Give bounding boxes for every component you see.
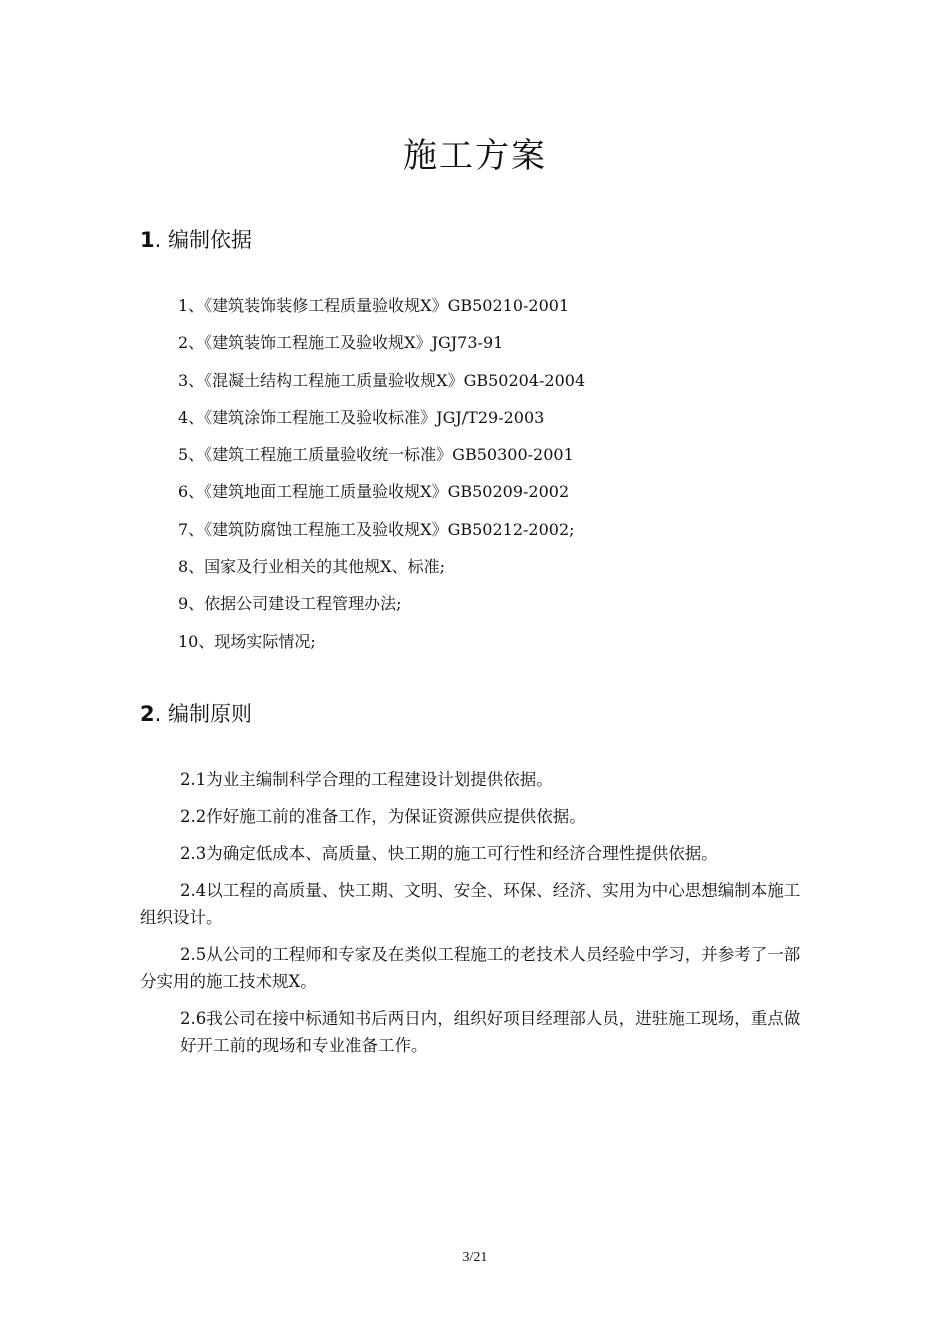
list-item: 1、《建筑装饰装修工程质量验收规X》GB50210-2001: [178, 296, 570, 315]
paragraph: 2.2作好施工前的准备工作，为保证资源供应提供依据。: [180, 807, 586, 826]
list-item: 2、《建筑装饰工程施工及验收规X》JGJ73-91: [178, 333, 504, 353]
paragraph: 2.1为业主编制科学合理的工程建设计划提供依据。: [180, 770, 553, 789]
page-number: 3/21: [462, 1250, 488, 1265]
section-number: 1: [140, 228, 155, 252]
paragraph: 2.6我公司在接中标通知书后两日内，组织好项目经理部人员，进驻施工现场，重点做好开工前的现场和专业准备工作。: [180, 1009, 801, 1055]
principles-body: [140, 766, 810, 1069]
reference-list: [178, 292, 585, 665]
list-item: 7、《建筑防腐蚀工程施工及验收规X》GB50212-2002;: [178, 519, 575, 539]
section-heading-basis: 1. 编制依据: [140, 228, 252, 252]
section-number: 2: [140, 702, 155, 726]
section-heading-principles: 2. 编制原则: [140, 702, 252, 726]
paragraph: 2.5从公司的工程师和专家及在类似工程施工的老技术人员经验中学习，并参考了一部分实用的施工技术规X。: [140, 945, 801, 991]
document-title: 施工方案: [403, 136, 547, 176]
list-item: 9、依据公司建设工程管理办法;: [178, 594, 402, 614]
list-item: 3、《混凝土结构工程施工质量验收规X》GB50204-2004: [178, 370, 586, 390]
list-item: 4、《建筑涂饰工程施工及验收标准》JGJ/T29-2003: [178, 407, 545, 427]
paragraph: 2.4以工程的高质量、快工期、文明、安全、环保、经济、实用为中心思想编制本施工组织设计。: [140, 881, 801, 927]
section-label: 编制依据: [167, 228, 252, 252]
paragraph: 2.3为确定低成本、高质量、快工期的施工可行性和经济合理性提供依据。: [180, 844, 718, 863]
list-item: 10、现场实际情况;: [178, 631, 316, 651]
list-item: 6、《建筑地面工程施工质量验收规X》GB50209-2002: [178, 482, 570, 502]
list-item: 5、《建筑工程施工质量验收统一标准》GB50300-2001: [178, 445, 574, 465]
list-item: 8、国家及行业相关的其他规X、标准;: [178, 557, 445, 577]
section-label: 编制原则: [167, 702, 252, 726]
